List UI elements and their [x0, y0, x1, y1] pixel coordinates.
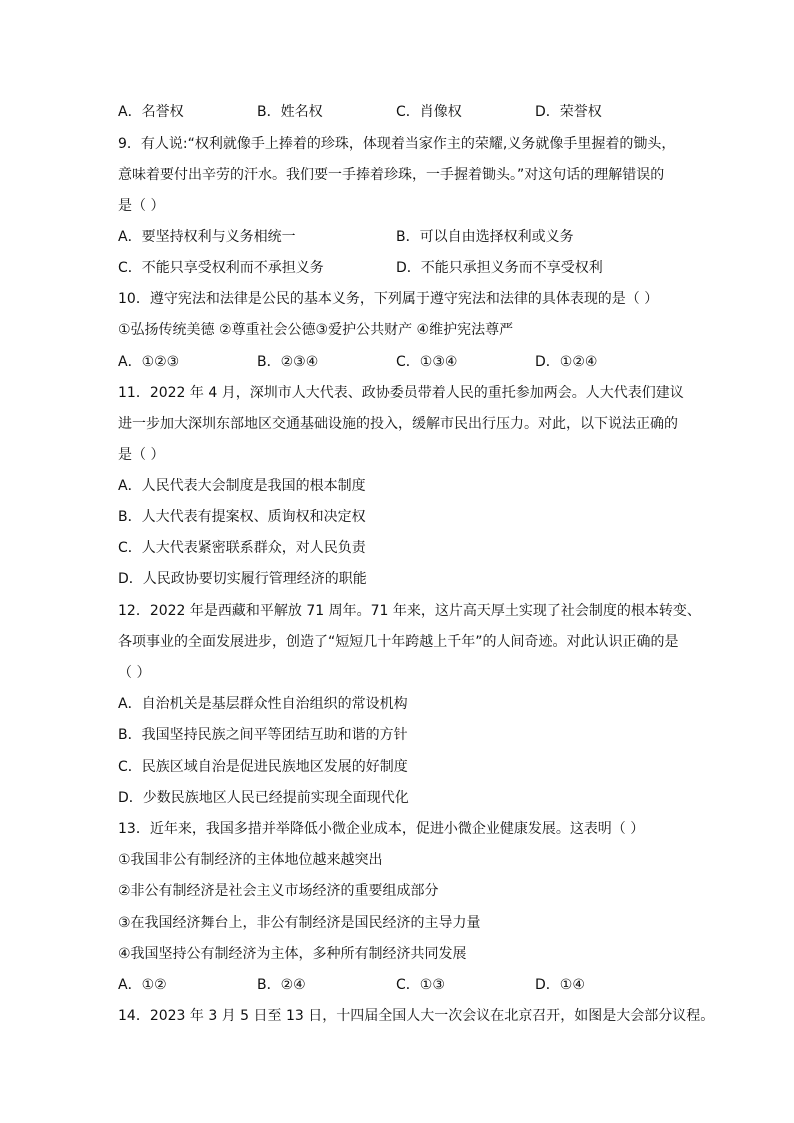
q10-option-d: D．①②④: [535, 354, 598, 370]
q12-stem-line-2: 各项事业的全面发展进步，创造了“短短几十年跨越上千年”的人间奇迹。对此认识正确的是: [118, 634, 679, 650]
q13-options: [118, 975, 688, 995]
q10-option-a: A．①②③: [118, 354, 180, 370]
q9-options-row-1: [118, 227, 688, 247]
q11-option-c: C．人大代表紧密联系群众，对人民负责: [118, 540, 366, 556]
q9-stem-line-3: 是（ ）: [118, 198, 165, 214]
q12-option-b: B．我国坚持民族之间平等团结互助和谐的方针: [118, 727, 408, 743]
q9-stem-line-1: 9．有人说:“权利就像手上捧着的珍珠，体现着当家作主的荣耀,义务就像手里握着的锄头，: [118, 136, 676, 152]
q8-options: [118, 102, 688, 122]
q9-option-d: D．不能只承担义务而不享受权利: [396, 260, 603, 276]
q12-option-d: D．少数民族地区人民已经提前实现全面现代化: [118, 790, 409, 806]
q13-item-1: ①我国非公有制经济的主体地位越来越突出: [118, 852, 383, 868]
q9-options-row-2: [118, 258, 688, 278]
q13-item-3: ③在我国经济舞台上，非公有制经济是国民经济的主导力量: [118, 915, 481, 931]
q14-stem: 14．2023 年 3 月 5 日至 13 日，十四届全国人大一次会议在北京召开，如图是大会部分议程。: [118, 1008, 715, 1024]
q13-stem: 13．近年来，我国多措并举降低小微企业成本，促进小微企业健康发展。这表明（ ）: [118, 821, 645, 837]
q11-option-b: B．人大代表有提案权、质询权和决定权: [118, 509, 366, 525]
q8-option-c: C．肖像权: [396, 104, 462, 120]
q8-option-d: D．荣誉权: [535, 104, 602, 120]
q10-option-c: C．①③④: [396, 354, 458, 370]
q10-items: ①弘扬传统美德 ②尊重社会公德③爱护公共财产 ④维护宪法尊严: [118, 322, 514, 338]
q9-option-a: A．要坚持权利与义务相统一: [118, 229, 296, 245]
q11-option-d: D．人民政协要切实履行管理经济的职能: [118, 571, 367, 587]
q10-option-b: B．②③④: [257, 354, 319, 370]
q12-option-c: C．民族区域自治是促进民族地区发展的好制度: [118, 759, 408, 775]
q13-item-2: ②非公有制经济是社会主义市场经济的重要组成部分: [118, 883, 439, 899]
q12-stem-line-1: 12．2022 年是西藏和平解放 71 周年。71 年来，这片高天厚土实现了社会制度的根本转变、: [118, 603, 701, 619]
q12-stem-line-3: （ ）: [118, 665, 151, 681]
q11-stem-line-3: 是（ ）: [118, 447, 165, 463]
q13-item-4: ④我国坚持公有制经济为主体，多种所有制经济共同发展: [118, 946, 467, 962]
q13-option-a: A．①②: [118, 977, 167, 993]
q12-option-a: A．自治机关是基层群众性自治组织的常设机构: [118, 696, 408, 712]
q9-stem-line-2: 意味着要付出辛劳的汗水。我们要一手捧着珍珠，一手握着锄头。”对这句话的理解错误的: [118, 167, 665, 183]
q9-option-c: C．不能只享受权利而不承担义务: [118, 260, 324, 276]
q13-option-c: C．①③: [396, 977, 445, 993]
q11-stem-line-2: 进一步加大深圳东部地区交通基础设施的投入，缓解市民出行压力。对此，以下说法正确的: [118, 416, 678, 432]
q13-option-b: B．②④: [257, 977, 306, 993]
q10-options: [118, 352, 688, 372]
q10-stem: 10．遵守宪法和法律是公民的基本义务，下列属于遵守宪法和法律的具体表现的是（ ）: [118, 291, 659, 307]
q11-stem-line-1: 11．2022 年 4 月，深圳市人大代表、政协委员带着人民的重托参加两会。人大代表们建议: [118, 385, 684, 401]
q8-option-a: A．名誉权: [118, 104, 184, 120]
q8-option-b: B．姓名权: [257, 104, 323, 120]
q9-option-b: B．可以自由选择权利或义务: [396, 229, 574, 245]
q13-option-d: D．①④: [535, 977, 585, 993]
q11-option-a: A．人民代表大会制度是我国的根本制度: [118, 478, 366, 494]
